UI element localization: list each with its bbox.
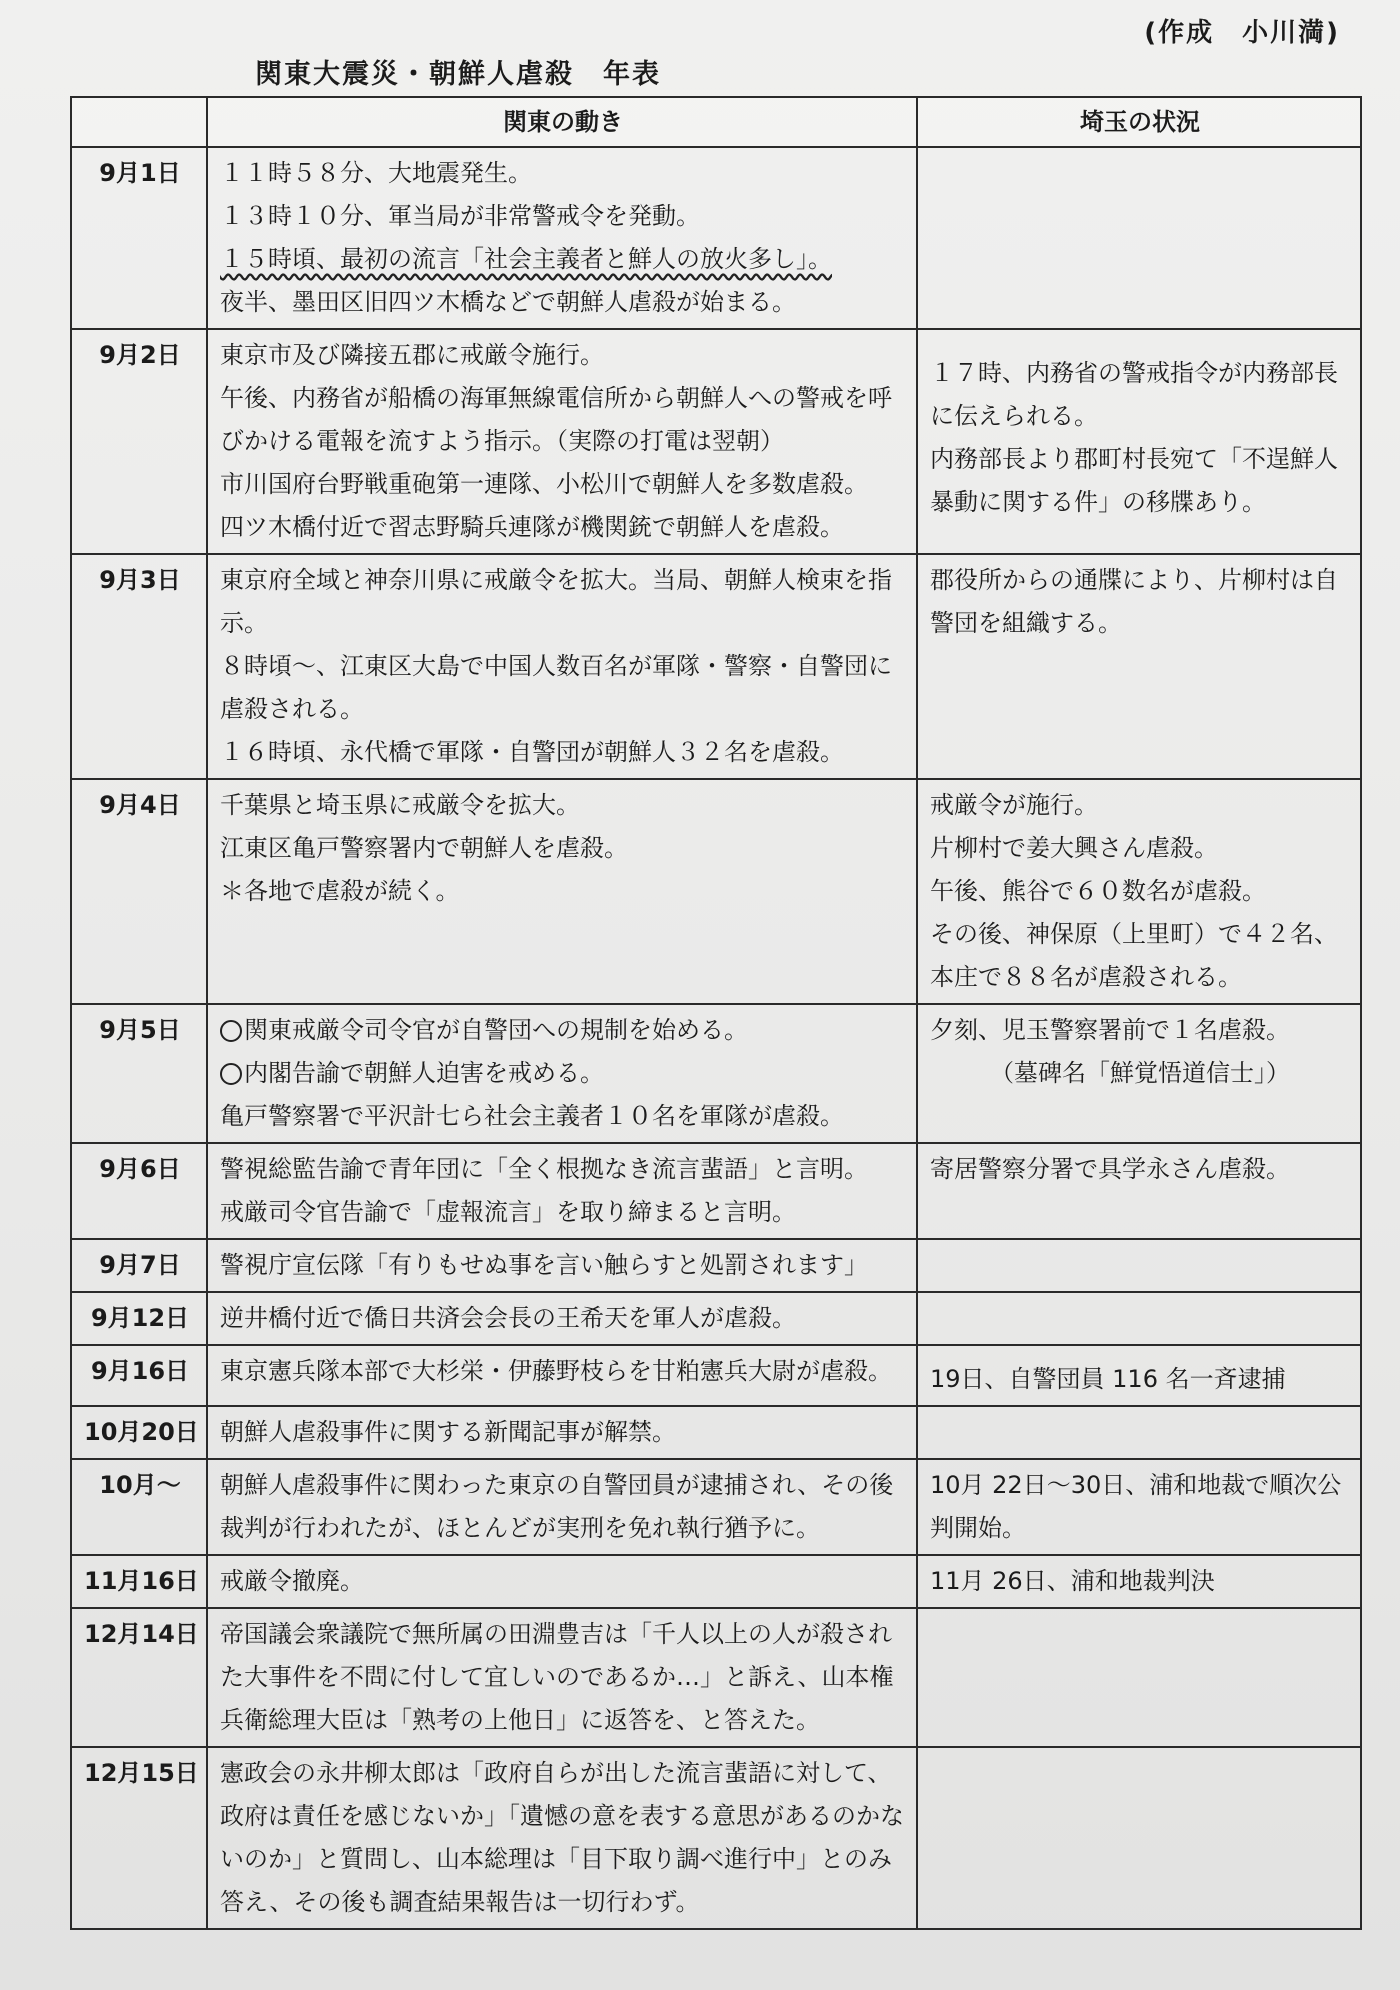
event-line: 亀戸警察署で平沢計七ら社会主義者１０名を軍隊が虐殺。 [220,1102,844,1130]
row-kanto [207,1239,917,1292]
row-date: 9月5日 [71,1004,207,1143]
event-line: 19日、自警団員 116 名一斉逮捕 [930,1365,1286,1393]
row-date: 12月15日 [71,1747,207,1929]
event-line: 警視庁宣伝隊「有りもせぬ事を言い触らすと処罰されます」 [220,1251,868,1279]
table-row [71,554,1361,779]
header-date [71,97,207,147]
event-line: （墓碑名「鮮覚悟道信士」） [990,1059,1290,1087]
table-row [71,1747,1361,1929]
event-line: 憲政会の永井柳太郎は「政府自らが出した流言蜚語に対して、政府は責任を感じないか」「遺憾の意を表する意思があるのかないのか」と質問し、山本総理は「目下取り調べ進行中」とのみ答え、その後も調査結果報告は一切行わず。 [220,1759,904,1916]
event-line: 東京市及び隣接五郡に戒厳令施行。 [220,341,604,369]
event-line: １１時５８分、大地震発生。 [220,159,532,187]
row-kanto [207,779,917,1004]
row-date: 10月20日 [71,1406,207,1459]
event-line: 11月 26日、浦和地裁判決 [930,1567,1215,1595]
hand-circle-mark [220,1063,242,1085]
event-line: １７時、内務省の警戒指令が内務部長に伝えられる。 [930,359,1338,430]
row-kanto [207,1292,917,1345]
event-line: 市川国府台野戦重砲第一連隊、小松川で朝鮮人を多数虐殺。 [220,470,868,498]
row-kanto [207,1004,917,1143]
row-saitama [917,1459,1361,1555]
event-line: １３時１０分、軍当局が非常警戒令を発動。 [220,202,700,230]
row-saitama [917,779,1361,1004]
row-date: 9月3日 [71,554,207,779]
event-line: 片柳村で姜大興さん虐殺。 [930,834,1218,862]
event-line: 10月 22日～30日、浦和地裁で順次公判開始。 [930,1471,1342,1542]
row-kanto [207,1143,917,1239]
event-line: 午後、熊谷で６０数名が虐殺。 [930,877,1266,905]
row-date: 9月7日 [71,1239,207,1292]
event-line: 内務部長より郡町村長宛て「不逞鮮人暴動に関する件」の移牒あり。 [930,445,1338,516]
table-row [71,1406,1361,1459]
row-kanto [207,1608,917,1747]
event-line: 朝鮮人虐殺事件に関わった東京の自警団員が逮捕され、その後裁判が行われたが、ほとんどが実刑を免れ執行猶予に。 [220,1471,894,1542]
hand-circle-mark [220,1020,242,1042]
event-line: その後、神保原（上里町）で４２名、本庄で８８名が虐殺される。 [930,920,1338,991]
header-kanto: 関東の動き [207,97,917,147]
row-kanto [207,1555,917,1608]
event-line: 朝鮮人虐殺事件に関する新聞記事が解禁。 [220,1418,676,1446]
row-saitama [917,329,1361,554]
event-line: 関東戒厳令司令官が自警団への規制を始める。 [220,1009,906,1052]
event-line: ８時頃～、江東区大島で中国人数百名が軍隊・警察・自警団に虐殺される。 [220,652,892,723]
row-kanto [207,554,917,779]
row-saitama [917,1239,1361,1292]
row-date: 12月14日 [71,1608,207,1747]
header-row [71,97,1361,147]
event-line: 江東区亀戸警察署内で朝鮮人を虐殺。 [220,834,628,862]
event-line-underlined: １５時頃、最初の流言「社会主義者と鮮人の放火多し」。 [220,245,832,273]
timeline-table [70,96,1362,1930]
row-saitama [917,554,1361,779]
event-line: 戒厳令が施行。 [930,791,1098,819]
event-line: 逆井橋付近で僑日共済会会長の王希天を軍人が虐殺。 [220,1304,796,1332]
row-saitama [917,1555,1361,1608]
row-date: 10月～ [71,1459,207,1555]
event-line: 四ツ木橋付近で習志野騎兵連隊が機関銃で朝鮮人を虐殺。 [220,513,844,541]
event-line: 午後、内務省が船橋の海軍無線電信所から朝鮮人への警戒を呼びかける電報を流すよう指示。（実際の打電は翌朝） [220,384,892,455]
row-saitama [917,147,1361,329]
author-note: (作成 小川満) [1144,18,1340,48]
row-date: 9月4日 [71,779,207,1004]
row-saitama [917,1004,1361,1143]
event-line: 東京憲兵隊本部で大杉栄・伊藤野枝らを甘粕憲兵大尉が虐殺。 [220,1357,892,1385]
event-line: 戒厳司令官告諭で「虚報流言」を取り締まると言明。 [220,1198,796,1226]
event-line: 警視総監告諭で青年団に「全く根拠なき流言蜚語」と言明。 [220,1155,868,1183]
table-row [71,1292,1361,1345]
table-row [71,1459,1361,1555]
row-saitama [917,1747,1361,1929]
row-saitama [917,1608,1361,1747]
row-kanto [207,329,917,554]
event-line: 戒厳令撤廃。 [220,1567,364,1595]
event-line: 寄居警察分署で具学永さん虐殺。 [930,1155,1290,1183]
event-line: 内閣告諭で朝鮮人迫害を戒める。 [220,1052,906,1095]
row-saitama [917,1345,1361,1406]
row-kanto [207,147,917,329]
event-line: 夕刻、児玉警察署前で１名虐殺。 [930,1016,1290,1044]
event-line: 東京府全域と神奈川県に戒厳令を拡大。当局、朝鮮人検束を指示。 [220,566,892,637]
row-date: 11月16日 [71,1555,207,1608]
table-row [71,779,1361,1004]
row-saitama [917,1143,1361,1239]
row-kanto [207,1747,917,1929]
event-line: １６時頃、永代橋で軍隊・自警団が朝鮮人３２名を虐殺。 [220,738,844,766]
row-date: 9月12日 [71,1292,207,1345]
row-kanto [207,1406,917,1459]
document-title: 関東大震災・朝鮮人虐殺 年表 [255,59,661,90]
table-row [71,1239,1361,1292]
event-line: ＊各地で虐殺が続く。 [220,877,460,905]
row-saitama [917,1292,1361,1345]
row-date: 9月6日 [71,1143,207,1239]
event-line: 郡役所からの通牒により、片柳村は自警団を組織する。 [930,566,1338,637]
table-row [71,1555,1361,1608]
event-line: 夜半、墨田区旧四ツ木橋などで朝鮮人虐殺が始まる。 [220,288,796,316]
table-row [71,329,1361,554]
event-line: 千葉県と埼玉県に戒厳令を拡大。 [220,791,580,819]
table-row [71,1345,1361,1406]
row-date: 9月1日 [71,147,207,329]
row-kanto [207,1459,917,1555]
table-row [71,1608,1361,1747]
header-saitama: 埼玉の状況 [917,97,1361,147]
row-date: 9月16日 [71,1345,207,1406]
table-row [71,1004,1361,1143]
row-saitama [917,1406,1361,1459]
row-date: 9月2日 [71,329,207,554]
table-row [71,147,1361,329]
table-row [71,1143,1361,1239]
event-line: 帝国議会衆議院で無所属の田淵豊吉は「千人以上の人が殺された大事件を不問に付して宜しいのであるか…」と訴え、山本権兵衛総理大臣は「熟考の上他日」に返答を、と答えた。 [220,1620,894,1734]
row-kanto [207,1345,917,1406]
